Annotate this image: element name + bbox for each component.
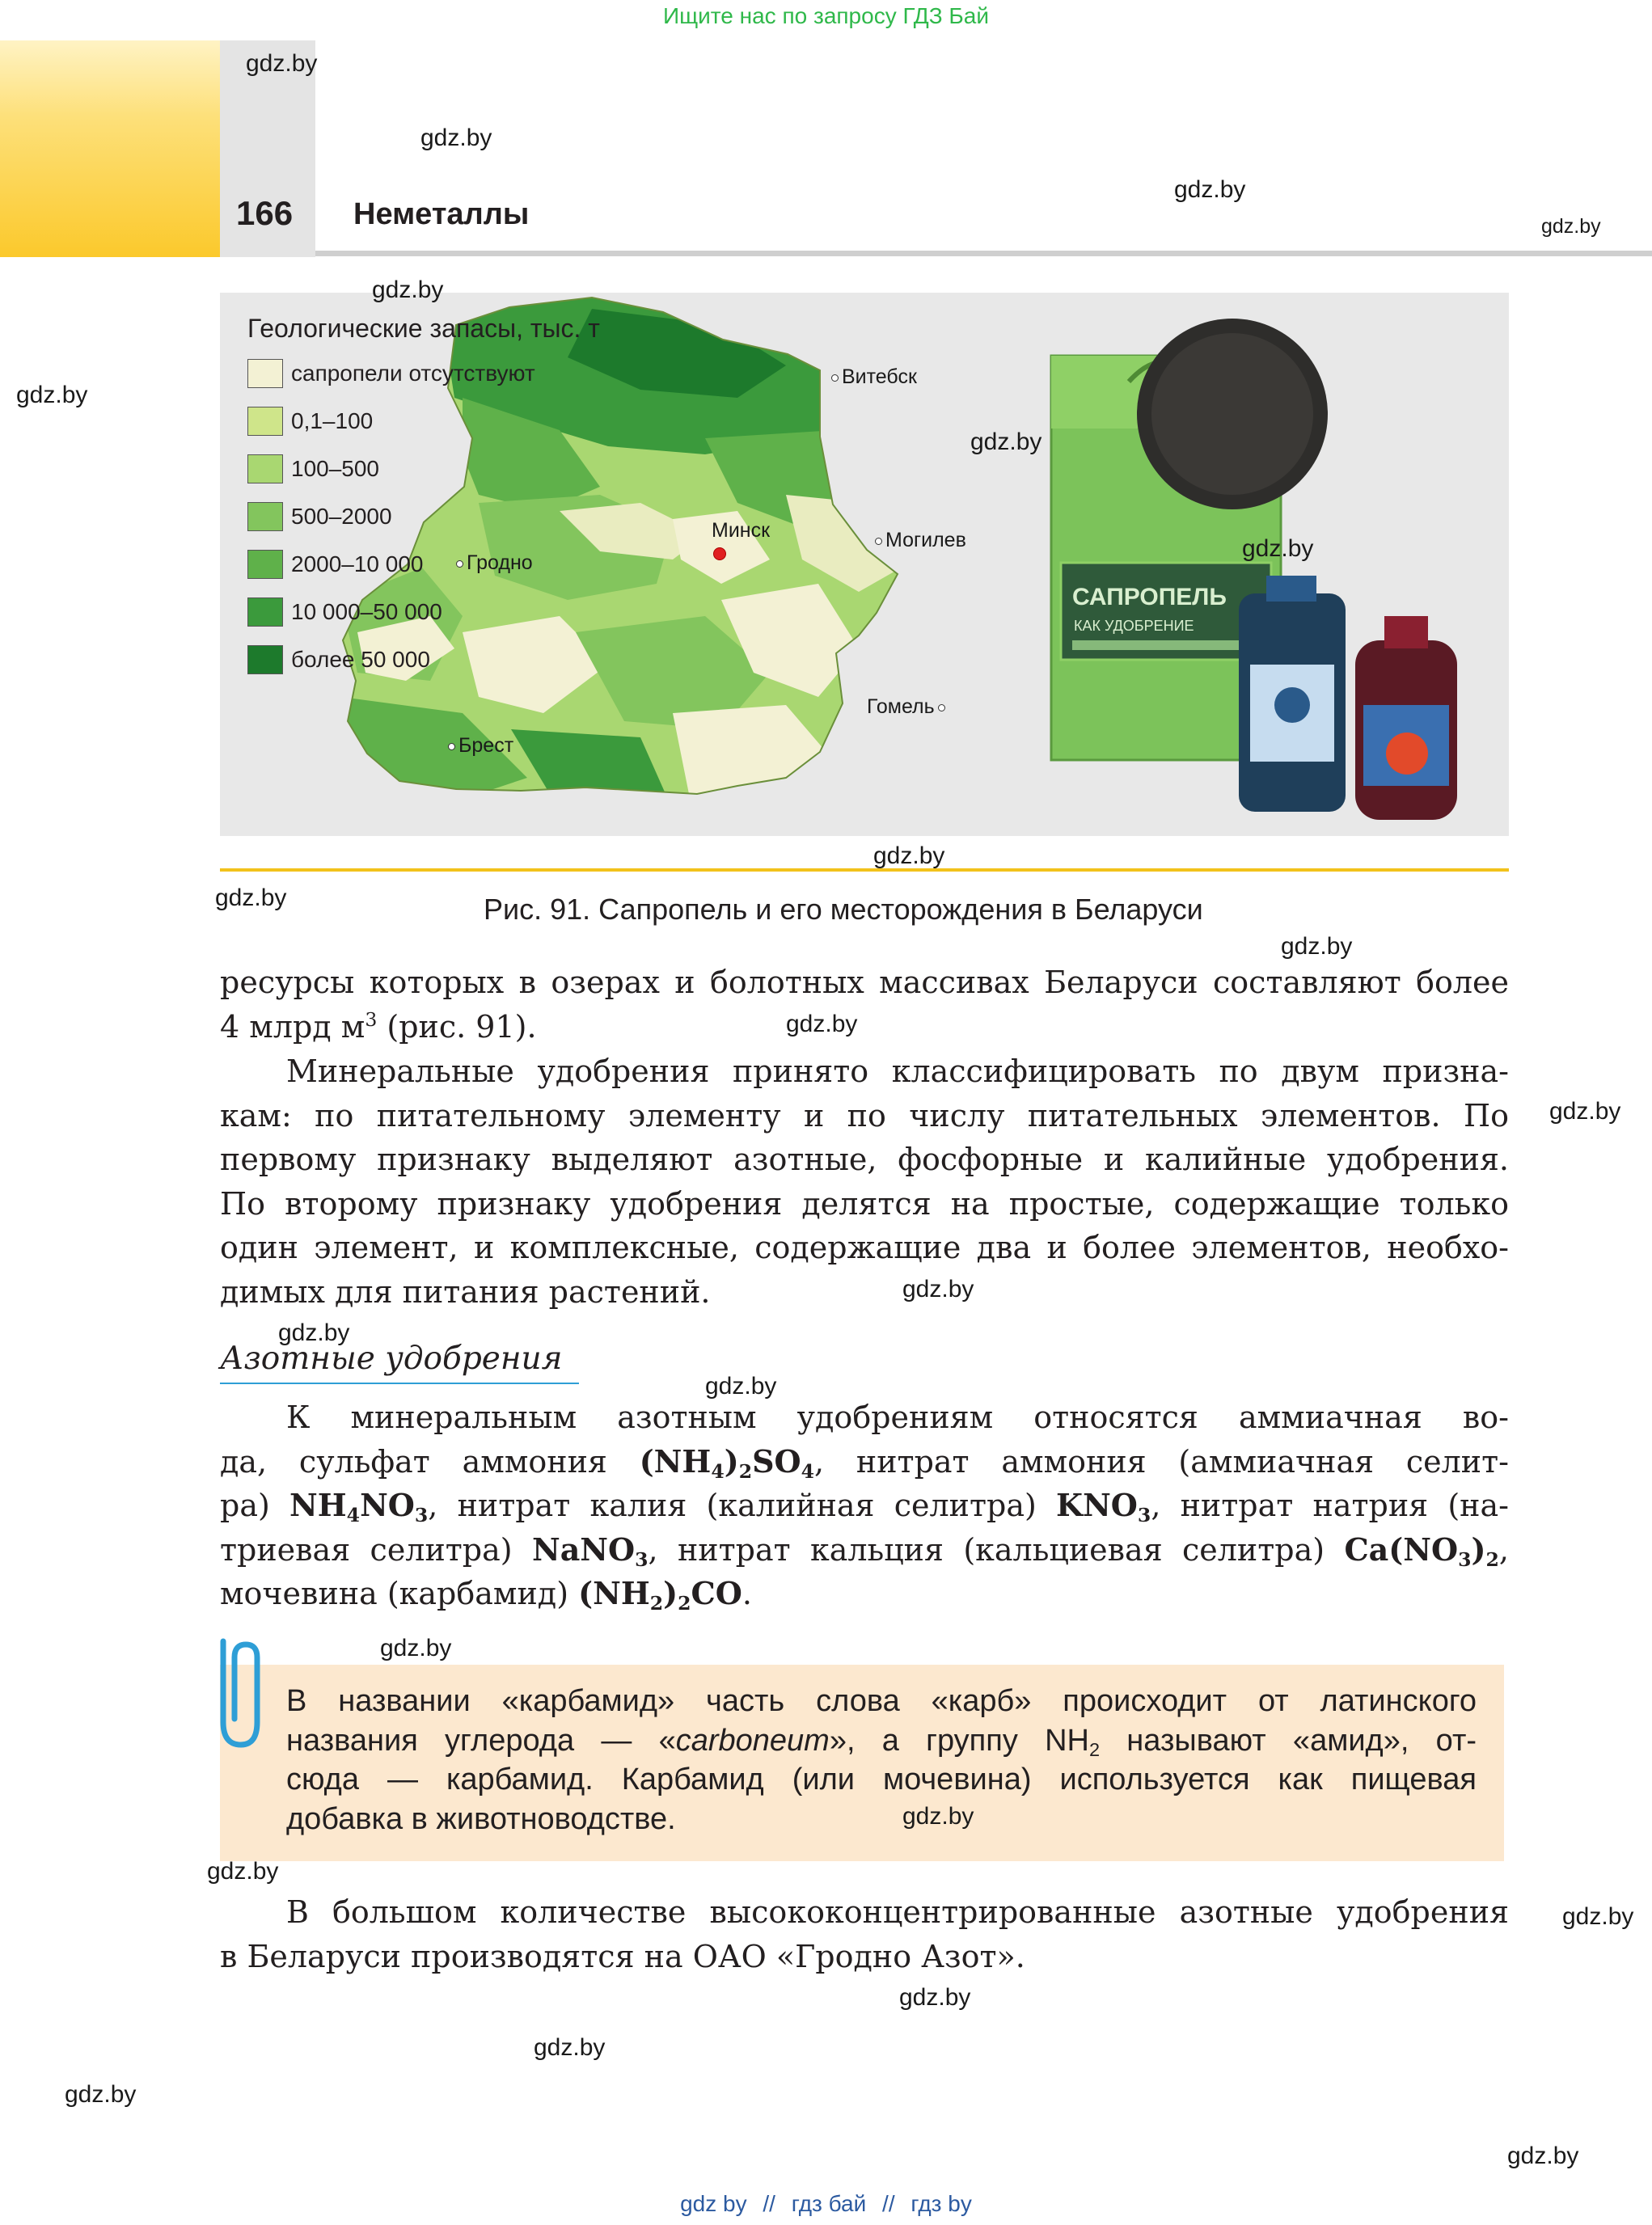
footer-link-gdz-by-ru[interactable]: гдз by — [911, 2191, 972, 2216]
top-banner-link[interactable]: Ищите нас по запросу ГДЗ Бай — [662, 3, 990, 28]
legend-label: более 50 000 — [291, 647, 430, 672]
watermark: gdz.by — [65, 2081, 137, 2108]
watermark: gdz.by — [970, 429, 1042, 455]
formula-calcium-nitrate: $Ca(NO_3)_2$ — [1344, 1530, 1499, 1571]
legend-swatch — [247, 359, 283, 388]
formula-potassium-nitrate: $KNO_3$ — [1056, 1487, 1151, 1527]
footer-link-gdz-bai[interactable]: гдз бай — [791, 2191, 867, 2216]
legend-label: 500–2000 — [291, 504, 392, 529]
bottle-red-fruit-icon — [1386, 733, 1428, 775]
watermark: gdz.by — [1281, 933, 1353, 960]
city-dot-minsk-icon — [713, 545, 729, 560]
legend-item — [247, 596, 442, 628]
watermark: gdz.by — [873, 842, 945, 869]
city-brest: Брест — [448, 734, 513, 758]
watermark: gdz.by — [786, 1011, 858, 1037]
watermark: gdz.by — [380, 1635, 452, 1661]
sapropel-products-photo — [1024, 293, 1509, 836]
header-rule — [315, 251, 1652, 256]
chapter-title: Неметаллы — [353, 197, 530, 231]
text-line: В большом количестве высококонцентрированные азотные удобрения — [286, 1894, 1509, 1930]
legend-swatch — [247, 502, 283, 531]
figure-91 — [220, 293, 1509, 836]
city-dot-icon — [938, 704, 945, 711]
footer-link-gdz-by[interactable]: gdz by — [680, 2191, 747, 2216]
watermark: gdz.by — [899, 1984, 971, 2011]
formula-ammonium-sulfate: $(NH_4)_2SO_4$ — [639, 1442, 815, 1483]
note-line: названия углерода — «carboneum», а группу $NH_2$ называют «амид», от- — [286, 1723, 1477, 1760]
city-vitebsk: Витебск — [831, 365, 917, 389]
city-dot-icon — [448, 743, 455, 750]
text-line: мочевина (карбамид) $(NH_2)_2CO$. — [220, 1575, 752, 1615]
text-line: К минеральным азотным удобрениям относятся аммиачная во- — [286, 1400, 1509, 1435]
legend-item — [247, 644, 430, 676]
text-line: в Беларуси производятся на ОАО «Гродно Азот». — [220, 1938, 1025, 1974]
legend-item — [247, 500, 392, 533]
city-grodno: Гродно — [456, 551, 533, 575]
text-line: ра) $NH_4NO_3$, нитрат калия (калийная селитра) $KNO_3$, нитрат натрия (на- — [220, 1487, 1510, 1527]
city-gomel: Гомель — [867, 695, 949, 719]
watermark: gdz.by — [534, 2034, 606, 2061]
sapropel-sample-texture — [1151, 333, 1313, 495]
watermark: gdz.by — [278, 1319, 350, 1346]
legend-item — [247, 357, 535, 390]
header-yellow-corner — [0, 40, 220, 257]
text-line: первому признаку выделяют азотные, фосфорные и калийные удобрения. — [220, 1142, 1509, 1177]
legend-label: 0,1–100 — [291, 408, 374, 433]
note-line: сюда — карбамид. Карбамид (или мочевина) используется как пищевая — [286, 1763, 1477, 1796]
figure-bottom-rule — [220, 868, 1509, 872]
watermark: gdz.by — [705, 1373, 777, 1400]
watermark: gdz.by — [207, 1858, 279, 1885]
note-line: В названии «карбамид» часть слова «карб» происходит от латинского — [286, 1684, 1477, 1718]
bottle-blue-logo-icon — [1274, 687, 1310, 723]
legend-swatch — [247, 407, 283, 436]
legend-item — [247, 405, 373, 437]
text-line: да, сульфат аммония $(NH_4)_2SO_4$, нитрат аммония (аммиачная селит- — [220, 1442, 1509, 1483]
text-line: димых для питания растений. — [220, 1273, 711, 1310]
watermark: gdz.by — [1549, 1098, 1621, 1125]
bottle-red-cap — [1384, 616, 1428, 648]
paragraph-3 — [220, 1395, 1509, 1616]
legend-label: 2000–10 000 — [291, 551, 424, 576]
text-line: По второму признаку удобрения делятся на простые, содержащие только — [220, 1185, 1509, 1222]
city-dot-icon — [456, 560, 463, 568]
formula-urea: $(NH_2)_2CO$ — [578, 1575, 742, 1615]
paragraph-2 — [220, 1049, 1509, 1314]
formula-sodium-nitrate: NaNO$_3$ — [531, 1530, 649, 1571]
subheading-underline — [220, 1383, 579, 1384]
paragraph-1 — [220, 961, 1509, 1049]
watermark: gdz.by — [902, 1276, 974, 1302]
bag-label-subtext: КАК УДОБРЕНИЕ — [1074, 618, 1194, 634]
paperclip-icon — [199, 1625, 264, 1754]
legend-title: Геологические запасы, тыс. т — [247, 314, 600, 343]
watermark: gdz.by — [246, 50, 318, 77]
watermark: gdz.by — [372, 277, 444, 303]
watermark: gdz.by — [1507, 2143, 1579, 2169]
watermark: gdz.by — [16, 382, 88, 408]
legend-swatch — [247, 550, 283, 579]
legend-swatch — [247, 454, 283, 483]
city-minsk: Минск — [712, 519, 771, 542]
watermark: gdz.by — [215, 885, 287, 911]
paragraph-4 — [220, 1890, 1509, 1978]
section-subheading: Азотные удобрения — [220, 1340, 563, 1377]
bag-label-stripes — [1072, 640, 1258, 650]
legend-label: 10 000–50 000 — [291, 599, 442, 624]
legend-item — [247, 453, 379, 485]
city-dot-icon — [875, 538, 882, 545]
watermark: gdz.by — [1174, 176, 1246, 203]
watermark: gdz.by — [1242, 535, 1314, 562]
text-line: один элемент, и комплексные, содержащие два и более элементов, необхо- — [220, 1230, 1509, 1265]
figure-caption: Рис. 91. Сапропель и его месторождения в Беларуси — [484, 893, 1203, 926]
city-mogilev: Могилев — [875, 529, 966, 552]
watermark: gdz.by — [902, 1803, 974, 1830]
note-text — [286, 1682, 1477, 1839]
footer-separator: // — [763, 2191, 775, 2216]
text-line: 4 млрд $м^3$ (рис. 91). — [220, 1007, 537, 1045]
watermark: gdz.by — [1541, 215, 1601, 238]
text-line: ресурсы которых в озерах и болотных массивах Беларуси составляют более — [220, 965, 1509, 1000]
watermark: gdz.by — [1562, 1903, 1634, 1930]
bag-label-text: САПРОПЕЛЬ — [1072, 584, 1227, 610]
page-number: 166 — [236, 194, 294, 232]
note-line: добавка в животноводстве. — [286, 1801, 676, 1836]
text-line: триевая селитра) NaNO$_3$, нитрат кальция (кальциевая селитра) $Ca(NO_3)_2$, — [220, 1530, 1509, 1571]
formula-ammonium-nitrate: $NH_4NO_3$ — [289, 1487, 429, 1527]
city-dot-icon — [831, 374, 839, 382]
text-line: Минеральные удобрения принято классифицировать по двум призна- — [286, 1053, 1509, 1089]
footer-separator: // — [882, 2191, 895, 2216]
legend-item — [247, 548, 424, 581]
footer-links — [0, 2191, 1652, 2217]
text-line: кам: по питательному элементу и по числу питательных элементов. По — [220, 1097, 1509, 1134]
watermark: gdz.by — [420, 125, 492, 151]
legend-swatch — [247, 597, 283, 627]
bottle-blue-cap — [1266, 576, 1316, 602]
legend-swatch — [247, 645, 283, 674]
legend-label: сапропели отсутствуют — [291, 361, 535, 386]
legend-label: 100–500 — [291, 456, 380, 481]
